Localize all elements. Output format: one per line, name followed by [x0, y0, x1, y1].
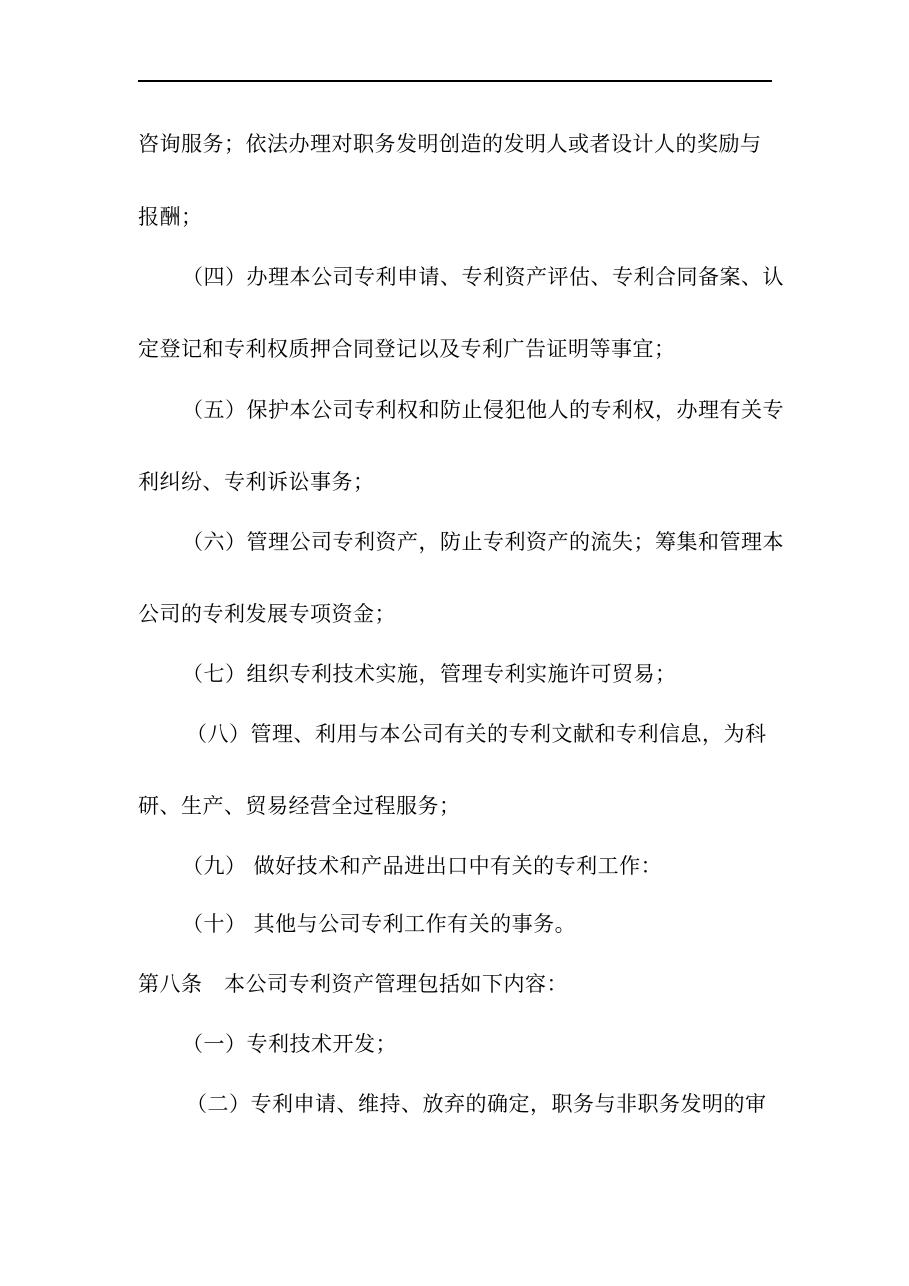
text-line: （八）管理、利用与本公司有关的专利文献和专利信息，为科	[186, 722, 767, 746]
text-line: （九） 做好技术和产品进出口中有关的专利工作：	[182, 854, 663, 878]
text-line: 定登记和专利权质押合同登记以及专利广告证明等事宜；	[138, 337, 676, 361]
header-rule	[138, 80, 772, 82]
section-heading: 第八条 本公司专利资产管理包括如下内容：	[138, 972, 568, 996]
text-line: （一）专利技术开发；	[182, 1032, 397, 1056]
text-line: 利纠纷、专利诉讼事务；	[138, 470, 375, 494]
text-line: （四）办理本公司专利申请、专利资产评估、专利合同备案、认	[182, 265, 784, 289]
text-line: （十） 其他与公司专利工作有关的事务。	[182, 912, 577, 936]
text-line: （六）管理公司专利资产，防止专利资产的流失；筹集和管理本	[182, 530, 784, 554]
text-line: 公司的专利发展专项资金；	[138, 602, 396, 626]
text-line: （五）保护本公司专利权和防止侵犯他人的专利权，办理有关专	[182, 398, 784, 422]
text-line: （二）专利申请、维持、放弃的确定，职务与非职务发明的审	[186, 1092, 767, 1116]
text-line: 报酬；	[138, 205, 203, 229]
text-line: 研、生产、贸易经营全过程服务；	[138, 794, 461, 818]
text-line: （七）组织专利技术实施，管理专利实施许可贸易；	[182, 662, 677, 686]
text-line: 咨询服务；依法办理对职务发明创造的发明人或者设计人的奖励与	[138, 132, 762, 156]
